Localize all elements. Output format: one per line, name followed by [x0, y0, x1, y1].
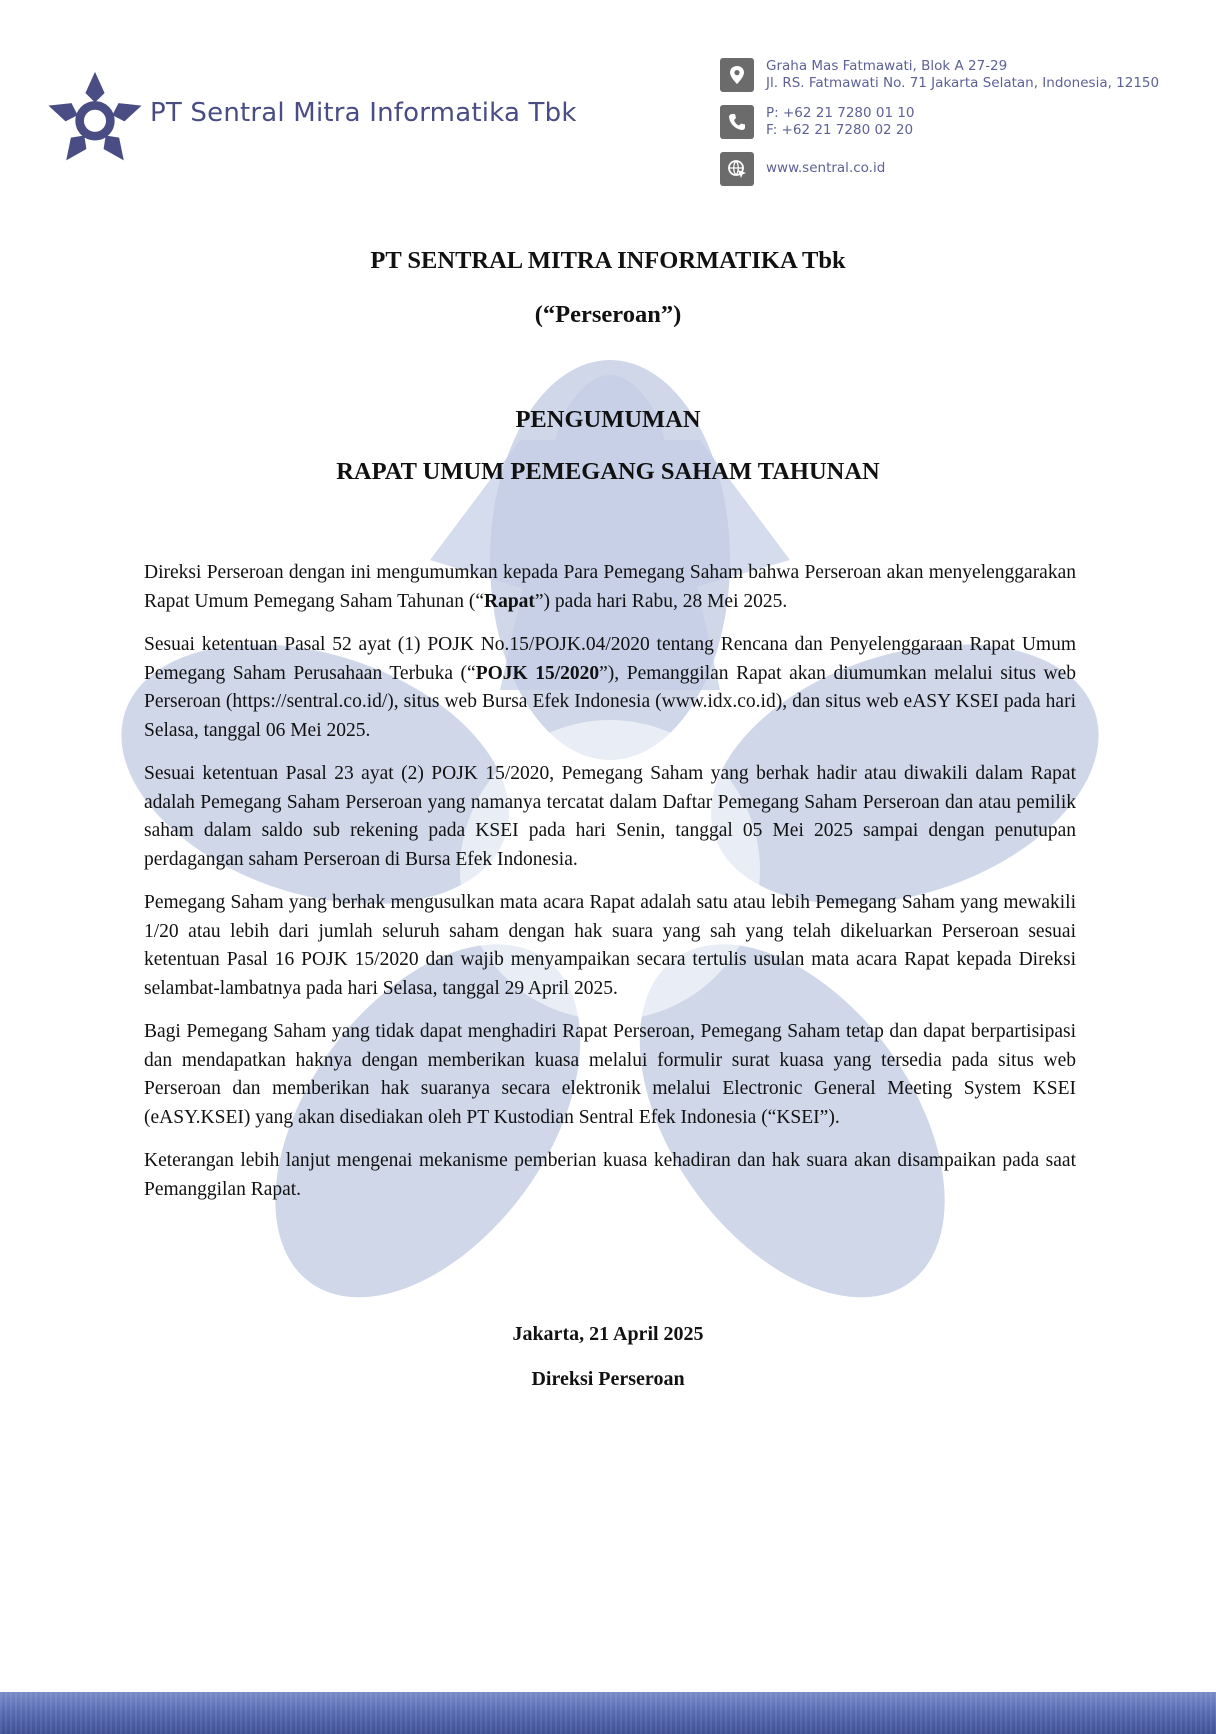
announcement-body — [144, 559, 1076, 1219]
fax-number: F: +62 21 7280 02 20 — [766, 122, 914, 138]
paragraph-agenda-proposal: Pemegang Saham yang berhak mengusulkan mata acara Rapat adalah satu atau lebih Pemegang Saham yang mewakili 1/20 atau lebih dari jumlah seluruh saham dengan hak suara yang sah yang telah dikeluarkan Perseroan sesuai ketentuan Pasal 16 POJK 15/2020 dan wajib menyampaikan secara tertulis usulan mata acara Rapat kepada Direksi selambat-lambatnya pada hari Selasa, tanggal 29 April 2025. — [144, 892, 1076, 999]
address-line-2: Jl. RS. Fatmawati No. 71 Jakarta Selatan, Indonesia, 12150 — [766, 75, 1160, 91]
term-pojk: POJK 15/2020 — [475, 662, 600, 684]
company-logo — [46, 68, 144, 164]
address-row — [720, 58, 1159, 92]
place-date: Jakarta, 21 April 2025 — [512, 1323, 704, 1345]
footer-bar — [0, 1692, 1216, 1734]
website-link[interactable]: www.sentral.co.id — [766, 160, 886, 176]
paragraph-proxy: Bagi Pemegang Saham yang tidak dapat menghadiri Rapat Perseroan, Pemegang Saham tetap dan dapat berpartisipasi dan mendapatkan haknya dengan memberikan kuasa melalui formulir surat kuasa yang tersedia pada situs web Perseroan dan memberikan hak suaranya secara elektronik melalui Electronic General Meeting System KSEI (eASY.KSEI) yang akan disediakan oleh PT Kustodian Sentral Efek Indonesia (“KSEI”). — [144, 1021, 1076, 1128]
address-line-1: Graha Mas Fatmawati, Blok A 27-29 — [766, 58, 1008, 74]
term-rapat: Rapat — [483, 590, 535, 612]
company-title: PT SENTRAL MITRA INFORMATIKA Tbk — [370, 247, 846, 274]
paragraph-meeting-date: Direksi Perseroan dengan ini mengumumkan kepada Para Pemegang Saham bahwa Perseroan akan menyelenggarakan Rapat Umum Pemegang Saham Tahunan (“Rapat”) pada hari Rabu, 28 Mei 2025. — [144, 562, 1076, 612]
paragraph-eligible-shareholders: Sesuai ketentuan Pasal 23 ayat (2) POJK 15/2020, Pemegang Saham yang berhak hadir atau diwakili dalam Rapat adalah Pemegang Saham Perseroan yang namanya tercatat dalam Daftar Pemegang Saham Perseroan dan atau pemilik saham dalam saldo sub rekening pada KSEI pada hari Senin, tanggal 05 Mei 2025 sampai dengan penutupan perdagangan saham Perseroan di Bursa Efek Indonesia. — [144, 763, 1076, 870]
phone-icon — [720, 105, 754, 139]
announcement-title: PENGUMUMAN — [515, 406, 701, 433]
paragraph-further-info: Keterangan lebih lanjut mengenai mekanisme pemberian kuasa kehadiran dan hak suara akan disampaikan pada saat Pemanggilan Rapat. — [144, 1150, 1076, 1200]
signatory: Direksi Perseroan — [531, 1368, 685, 1390]
company-alias: (“Perseroan”) — [534, 301, 682, 328]
location-pin-icon — [720, 58, 754, 92]
website-row — [720, 152, 885, 186]
announcement-subtitle: RAPAT UMUM PEMEGANG SAHAM TAHUNAN — [336, 458, 880, 485]
company-name: PT Sentral Mitra Informatika Tbk — [150, 98, 577, 128]
phone-row — [720, 105, 915, 139]
globe-cursor-icon — [720, 152, 754, 186]
paragraph-summons: Sesuai ketentuan Pasal 52 ayat (1) POJK No.15/POJK.04/2020 tentang Rencana dan Penyelenggaraan Rapat Umum Pemegang Saham Perusahaan Terbuka (“POJK 15/2020”), Pemanggilan Rapat akan diumumkan melalui situs web Perseroan (https://sentral.co.id/), situs web Bursa Efek Indonesia (www.idx.co.id), dan situs web eASY KSEI pada hari Selasa, tanggal 06 Mei 2025. — [144, 634, 1076, 741]
phone-number: P: +62 21 7280 01 10 — [766, 105, 915, 121]
